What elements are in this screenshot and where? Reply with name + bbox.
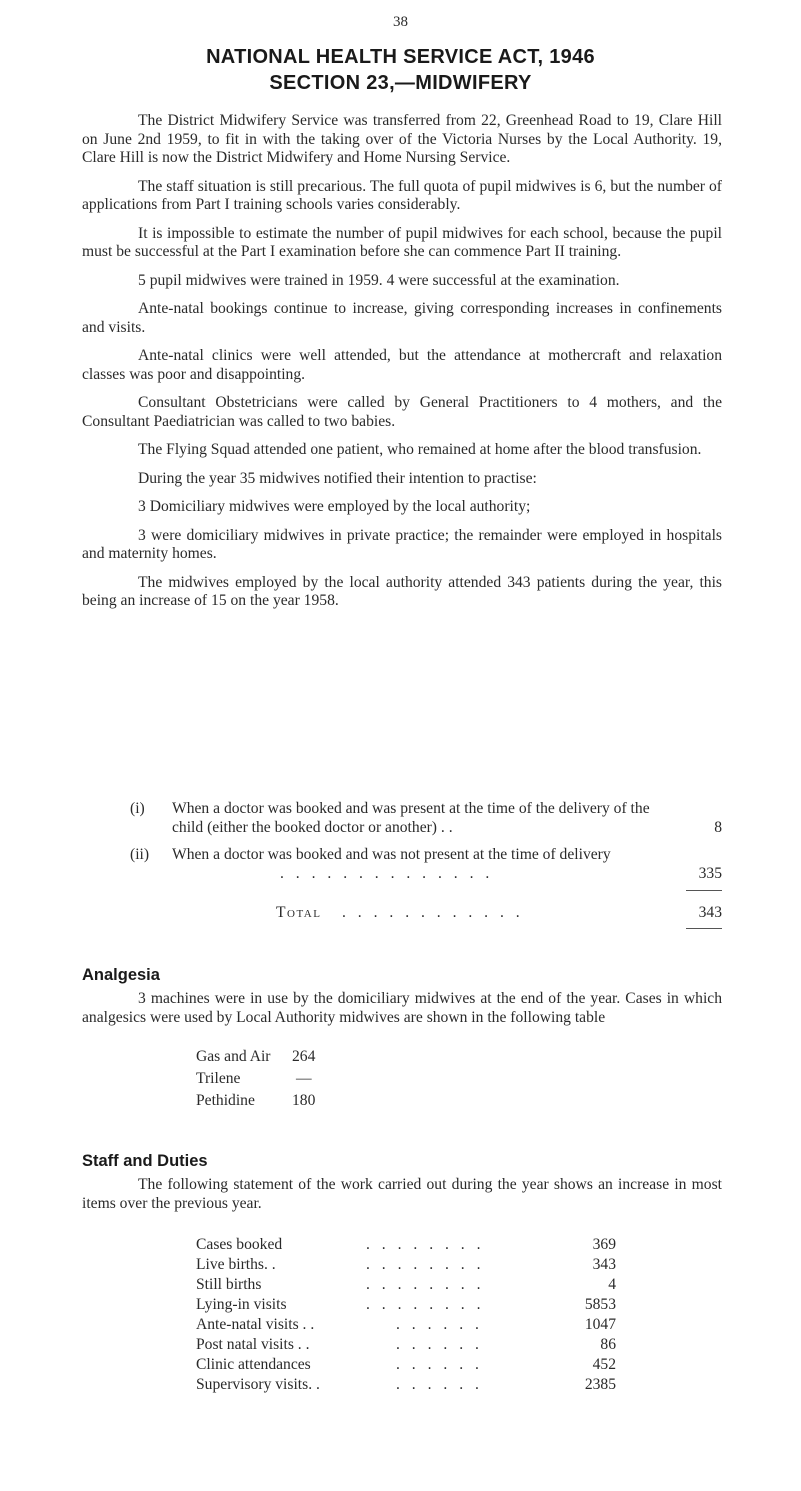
leader-dots: . . . . . . bbox=[396, 1336, 483, 1353]
row-label: Gas and Air bbox=[196, 1048, 271, 1065]
item-value: 335 bbox=[698, 865, 722, 882]
paragraph: The District Midwifery Service was transferred from 22, Greenhead Road to 19, Clare Hill on June 2nd 1959, to fit in with the taking over of the Victoria Nurses by the Local Authority. 19, Clare Hill is now the District Midwifery and Home Nursing Service. bbox=[82, 112, 722, 166]
leader-dots: . . . . . . . . bbox=[366, 1296, 485, 1313]
row-value: 180 bbox=[292, 1092, 316, 1109]
row-label: Ante-natal visits . . bbox=[196, 1316, 315, 1333]
paragraph: 3 machines were in use by the domiciliary midwives at the end of the year. Cases in which analgesics were used by Local Authority midwives are shown in the following table bbox=[82, 990, 722, 1026]
row-value: 5853 bbox=[584, 1296, 616, 1313]
row-label: Clinic attendances bbox=[196, 1356, 311, 1373]
section-title: SECTION 23,—MIDWIFERY bbox=[269, 72, 532, 94]
row-label: Still births bbox=[196, 1276, 262, 1293]
leader-dots: . . . . . . . . . . . . bbox=[342, 904, 524, 921]
row-label: Supervisory visits. . bbox=[196, 1376, 320, 1393]
total-row bbox=[130, 904, 722, 924]
total-value: 343 bbox=[698, 904, 722, 921]
paragraph: During the year 35 midwives notified their intention to practise: bbox=[138, 469, 537, 487]
paragraph: The Flying Squad attended one patient, who remained at home after the blood transfusion. bbox=[138, 441, 702, 458]
staff-row bbox=[196, 1356, 616, 1374]
paragraph: It is impossible to estimate the number of pupil midwives for each school, because the pupil must be successful at the Part I examination before she can commence Part II training. bbox=[82, 224, 722, 260]
intro-text bbox=[82, 112, 722, 621]
item-number: (i) bbox=[130, 800, 145, 817]
item-number: (ii) bbox=[130, 846, 150, 863]
row-label: Pethidine bbox=[196, 1092, 255, 1109]
paragraph: Ante-natal bookings continue to increase, giving corresponding increases in confinements and visits. bbox=[82, 300, 722, 336]
item-text: When a doctor was booked and was not present at the time of delivery bbox=[172, 846, 611, 863]
leader-dots: . . . . . . bbox=[396, 1316, 483, 1333]
item-value: 8 bbox=[714, 819, 722, 836]
paragraph: 5 pupil midwives were trained in 1959. 4 were successful at the examination. bbox=[138, 271, 620, 289]
staff-row bbox=[196, 1336, 616, 1354]
row-value: — bbox=[296, 1070, 312, 1087]
divider bbox=[686, 890, 722, 891]
staff-text bbox=[82, 1176, 722, 1223]
row-label: Trilene bbox=[196, 1070, 241, 1087]
paragraph: Ante-natal clinics were well attended, but the attendance at mothercraft and relaxation classes was poor and disappointing. bbox=[82, 347, 722, 383]
leader-dots: . . . . . . . . bbox=[366, 1276, 485, 1293]
analgesia-row bbox=[196, 1092, 346, 1110]
staff-row bbox=[196, 1376, 616, 1394]
row-value: 264 bbox=[292, 1048, 316, 1065]
row-label: Live births. . bbox=[196, 1256, 276, 1273]
leader-dots: . . . . . . . . bbox=[366, 1236, 485, 1253]
row-label: Cases booked bbox=[196, 1236, 283, 1253]
staff-row bbox=[196, 1296, 616, 1314]
leader-dots: . . . . . . bbox=[396, 1356, 483, 1373]
paragraph: Consultant Obstetricians were called by General Practitioners to 4 mothers, and the Consultant Paediatrician was called to two babies. bbox=[82, 394, 722, 430]
staff-row bbox=[196, 1236, 616, 1254]
staff-row bbox=[196, 1256, 616, 1274]
row-value: 369 bbox=[592, 1236, 616, 1253]
total-label: Total bbox=[276, 904, 322, 921]
row-label: Post natal visits . . bbox=[196, 1336, 310, 1353]
row-label: Lying-in visits bbox=[196, 1296, 287, 1313]
analgesia-heading: Analgesia bbox=[82, 966, 160, 984]
leader-dots: . . . . . . . . . . . . . . bbox=[280, 865, 494, 882]
row-value: 86 bbox=[600, 1336, 616, 1353]
paragraph: 3 were domiciliary midwives in private practice; the remainder were employed in hospitals and maternity homes. bbox=[82, 526, 722, 562]
paragraph: The staff situation is still precarious. The full quota of pupil midwives is 6, but the number of applications from Part I training schools varies considerably. bbox=[82, 177, 722, 213]
leader-dots: . . . . . . . . bbox=[366, 1256, 485, 1273]
staff-heading: Staff and Duties bbox=[82, 1152, 208, 1170]
doctor-item bbox=[130, 800, 722, 840]
leader-dots: . . . . . . bbox=[396, 1376, 483, 1393]
doctor-item bbox=[130, 846, 722, 886]
page-title: NATIONAL HEALTH SERVICE ACT, 1946 bbox=[206, 46, 595, 68]
paragraph: The following statement of the work carried out during the year shows an increase in most items over the previous year. bbox=[82, 1176, 722, 1212]
analgesia-row bbox=[196, 1070, 346, 1088]
paragraph: 3 Domiciliary midwives were employed by the local authority; bbox=[138, 498, 531, 515]
analgesia-row bbox=[196, 1048, 346, 1066]
analgesia-text bbox=[82, 990, 722, 1037]
divider bbox=[686, 928, 722, 929]
row-value: 452 bbox=[592, 1356, 616, 1373]
row-value: 2385 bbox=[584, 1376, 616, 1393]
row-value: 343 bbox=[592, 1256, 616, 1273]
item-text: When a doctor was booked and was present at the time of the delivery of the child (either the booked doctor or another) . . bbox=[172, 800, 650, 836]
row-value: 4 bbox=[608, 1276, 616, 1293]
staff-row bbox=[196, 1316, 616, 1334]
paragraph: The midwives employed by the local authority attended 343 patients during the year, this being an increase of 15 on the year 1958. bbox=[82, 573, 722, 609]
staff-row bbox=[196, 1276, 616, 1294]
page-number: 38 bbox=[393, 14, 408, 30]
row-value: 1047 bbox=[584, 1316, 616, 1333]
